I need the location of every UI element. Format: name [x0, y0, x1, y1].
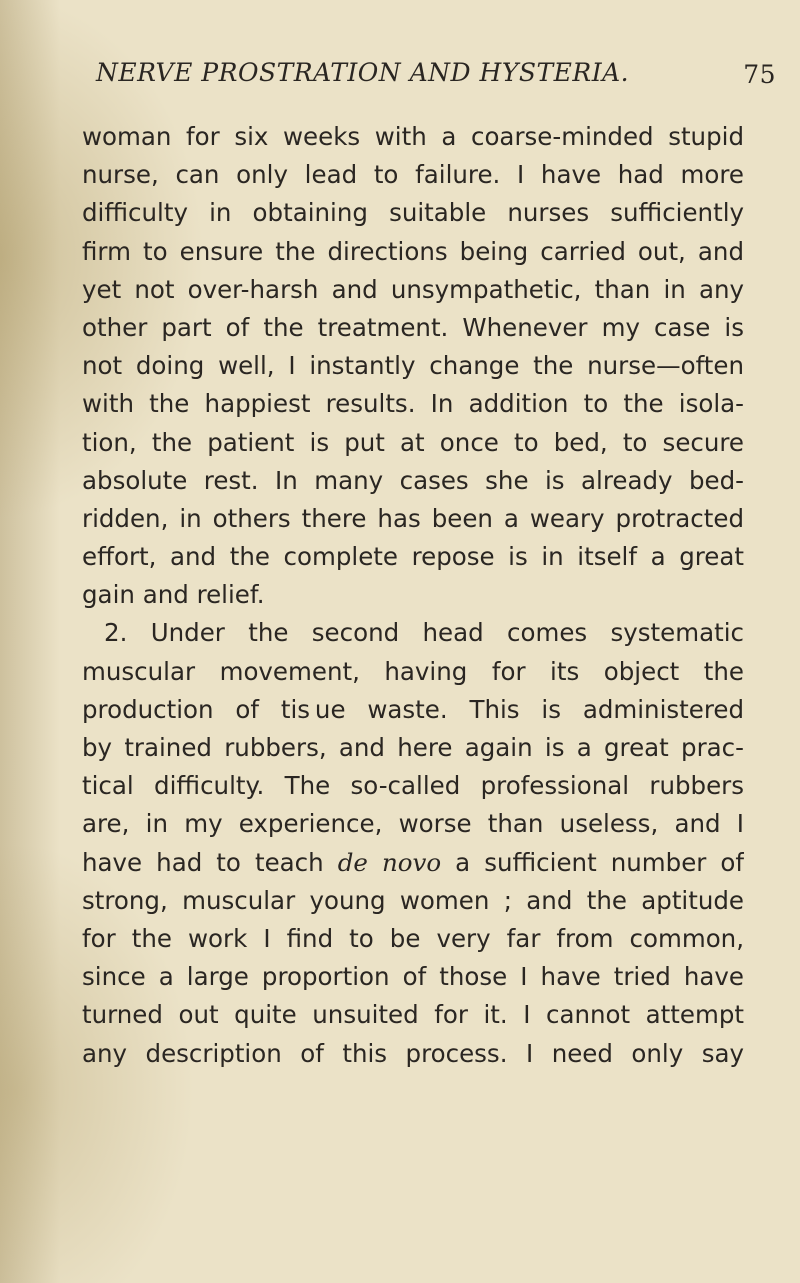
text-segment: a sufficient number of: [455, 847, 744, 877]
text-line: effort, and the complete repose is in itself a great: [82, 542, 744, 572]
text-line: tical difficulty. The so-called professional rubbers: [82, 771, 744, 801]
text-line-with-italic: [82, 844, 744, 882]
body-text: [82, 118, 744, 1073]
text-line: are, in my experience, worse than useless, and I: [82, 809, 744, 839]
text-line: turned out quite unsuited for it. I cannot attempt: [82, 1000, 744, 1030]
text-line: gain and relief.: [82, 580, 265, 610]
text-line: by trained rubbers, and here again is a great prac-: [82, 733, 744, 762]
text-line: with the happiest results. In addition to the isola-: [82, 389, 744, 419]
text-line: firm to ensure the directions being carried out, and: [82, 236, 744, 266]
text-line: for the work I find to be very far from common,: [82, 923, 744, 953]
text-line: any description of this process. I need only say: [82, 1038, 744, 1068]
page-number: 75: [743, 60, 776, 89]
text-line: other part of the treatment. Whenever my case is: [82, 312, 744, 342]
text-line: production of tis ue waste. This is administered: [82, 694, 744, 724]
text-line: 2. Under the second head comes systematic: [104, 618, 744, 648]
page-header: [96, 58, 776, 98]
text-line: tion, the patient is put at once to bed, to secure: [82, 427, 744, 457]
running-title: NERVE PROSTRATION AND HYSTERIA.: [96, 58, 630, 87]
text-line: absolute rest. In many cases she is already bed-: [82, 465, 744, 495]
text-line: woman for six weeks with a coarse-minded stupid: [82, 122, 744, 151]
text-line: not doing well, I instantly change the nurse—often: [82, 351, 744, 381]
text-line: strong, muscular young women ; and the aptitude: [82, 885, 744, 915]
text-line: yet not over-harsh and unsympathetic, than in any: [82, 274, 744, 304]
italic-phrase: de novo: [337, 847, 442, 877]
text-line: nurse, can only lead to failure. I have had more: [82, 160, 744, 190]
text-segment: have had to teach: [82, 847, 324, 877]
text-line: muscular movement, having for its object the: [82, 656, 744, 686]
text-line: ridden, in others there has been a weary protracted: [82, 503, 744, 533]
text-line: difficulty in obtaining suitable nurses sufficiently: [82, 198, 744, 228]
text-line: since a large proportion of those I have tried have: [82, 962, 744, 992]
